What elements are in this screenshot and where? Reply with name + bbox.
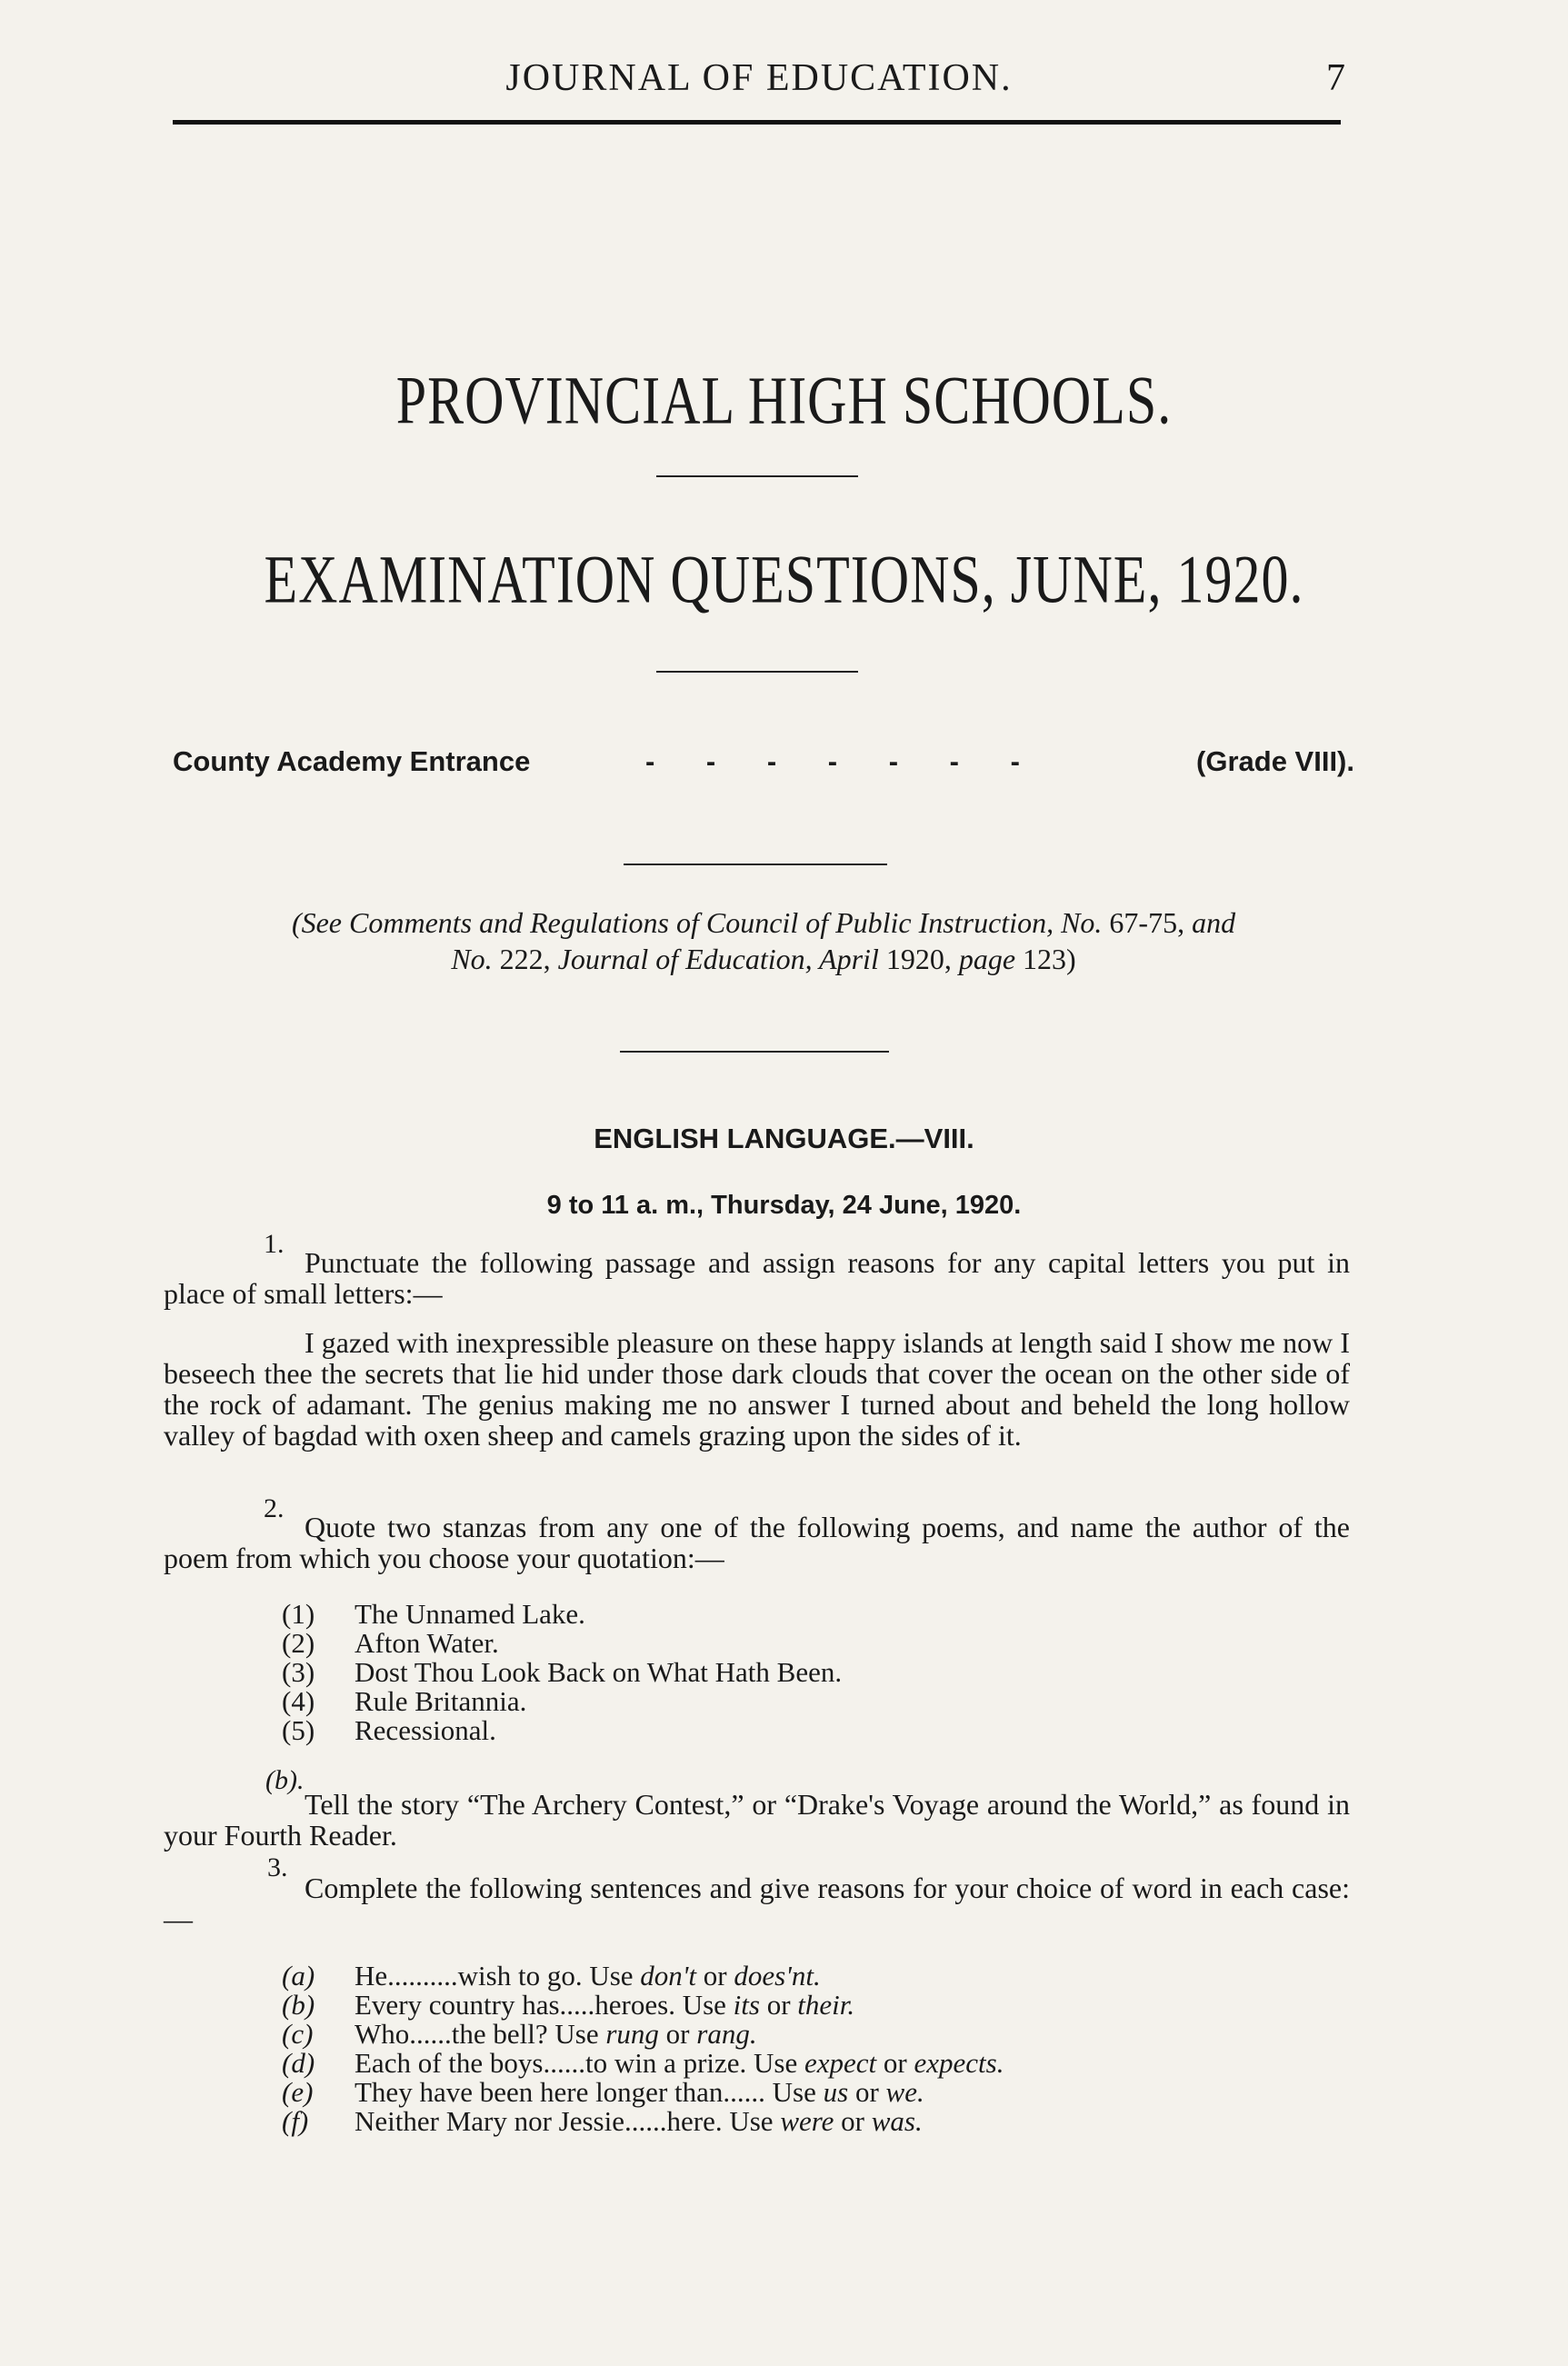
question-2-text: Quote two stanzas from any one of the following poems, and name the author of the poem from which you choose your quotation:— [164,1511,1350,1574]
list-item: (b) Every country has.....heroes. Use its or their. [282,1989,855,2021]
list-item: (5) Recessional. [282,1714,496,1746]
entrance-grade: (Grade VIII). [1196,745,1354,777]
comments-line-1: (See Comments and Regulations of Council of Public Instruction, No. 67-75, and [291,906,1236,939]
sentence-list [282,1962,1004,2136]
comments-note [173,904,1354,977]
list-item: (3) Dost Thou Look Back on What Hath Been. [282,1656,843,1688]
list-item: (e) They have been here longer than...... Use us or we. [282,2076,924,2108]
list-item: (1) The Unnamed Lake. [282,1598,585,1630]
question-2-number: 2. [264,1493,285,1523]
title-rule [656,475,858,477]
list-item: (c) Who......the bell? Use rung or rang. [282,2018,757,2050]
comments-rule [620,1051,889,1053]
list-item: (4) Rule Britannia. [282,1685,527,1717]
running-title: JOURNAL OF EDUCATION. [505,57,1013,99]
question-1-text: Punctuate the following passage and assign reasons for any capital letters you put in place of small letters:— [164,1246,1350,1310]
entrance-dashes: - - - - - - - [645,745,1042,777]
list-item: (2) Afton Water. [282,1627,499,1659]
page-subtitle: EXAMINATION QUESTIONS, JUNE, 1920. [264,542,1304,617]
header-rule [173,120,1341,125]
page-title: PROVINCIAL HIGH SCHOOLS. [395,363,1173,438]
list-item: (d) Each of the boys......to win a prize. Use expect or expects. [282,2047,1004,2079]
entrance-label: County Academy Entrance [173,745,531,777]
page-header [173,56,1345,111]
comments-line-2: No. 222, Journal of Education, April 1920, page 123) [451,943,1076,975]
question-1-passage: I gazed with inexpressible pleasure on these happy islands at length said I show me now I beseech thee the secrets that lie hid under those dark clouds that cover the ocean on the other side of the rock of adamant. The genius making me no answer I turned about and beheld the long hollow valley of bagdad with oxen sheep and camels grazing upon the sides of it. [164,1326,1350,1452]
entrance-row [173,745,1354,800]
subtitle-rule [656,671,858,673]
list-item: (a) He..........wish to go. Use don't or does'nt. [282,1960,821,1992]
list-item: (f) Neither Mary nor Jessie......here. Use were or was. [282,2105,923,2137]
section-heading: ENGLISH LANGUAGE.—VIII. [594,1123,974,1154]
entrance-rule [624,864,887,865]
question-2b-label: (b). [265,1765,305,1795]
question-2b-text: Tell the story “The Archery Contest,” or “Drake's Voyage around the World,” as found in your Fourth Reader. [164,1788,1350,1852]
exam-time: 9 to 11 a. m., Thursday, 24 June, 1920. [546,1191,1022,1220]
poem-list [282,1600,842,1745]
question-1-number: 1. [264,1229,285,1259]
page-number: 7 [1326,57,1345,99]
question-3-number: 3. [267,1852,288,1882]
question-3-text: Complete the following sentences and give reasons for your choice of word in each case:— [164,1872,1350,1935]
